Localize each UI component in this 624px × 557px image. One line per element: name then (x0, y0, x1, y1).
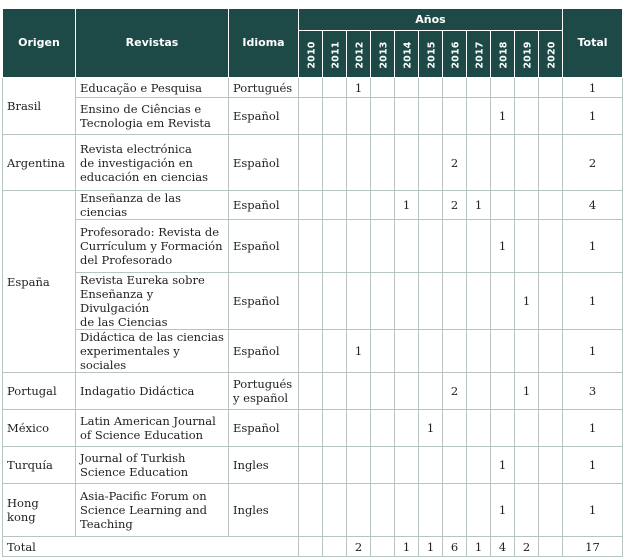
journal-name: of Science Education (80, 428, 204, 442)
year-count-cell (515, 191, 539, 220)
year-count-cell (395, 220, 419, 273)
year-count-cell (491, 330, 515, 373)
language-cell (229, 373, 299, 410)
language-cell (229, 330, 299, 373)
header-year (347, 31, 371, 78)
journal-cell (76, 135, 229, 191)
row-total-cell: 1 (563, 447, 623, 484)
header-year (467, 31, 491, 78)
year-count-cell (467, 135, 491, 191)
row-total-cell: 1 (563, 484, 623, 537)
header-years-group: Años (299, 9, 563, 31)
year-count-cell (299, 78, 323, 98)
table-row (3, 373, 623, 410)
journal-name: experimentales y sociales (80, 344, 180, 372)
year-count-cell (539, 135, 563, 191)
journal-name: Latin American Journal (80, 414, 216, 428)
year-count-cell (347, 191, 371, 220)
journal-name: Profesorado: Revista de (80, 225, 220, 239)
language-name: Ingles (233, 458, 269, 472)
header-journals: Revistas (76, 9, 229, 78)
row-total-cell: 2 (563, 135, 623, 191)
table-row (3, 484, 623, 537)
year-count-cell (539, 330, 563, 373)
year-total-cell (539, 537, 563, 557)
language-cell (229, 484, 299, 537)
year-count-cell (347, 220, 371, 273)
table-body (3, 78, 623, 557)
origin-cell (3, 373, 76, 410)
year-count-cell (515, 98, 539, 135)
journals-by-year-table (2, 8, 623, 557)
grand-total-cell: 17 (563, 537, 623, 557)
table-row (3, 135, 623, 191)
year-count-cell (299, 273, 323, 330)
table-header (3, 9, 623, 78)
language-cell (229, 135, 299, 191)
year-total-cell: 1 (467, 537, 491, 557)
year-count-cell (443, 410, 467, 447)
table-row (3, 191, 623, 220)
year-count-cell (323, 135, 347, 191)
journal-name: Science Learning and (80, 503, 208, 517)
year-count-cell (395, 410, 419, 447)
journal-name: Didáctica de las ciencias (80, 330, 224, 344)
year-count-cell: 1 (515, 273, 539, 330)
year-count-cell (323, 373, 347, 410)
origin-label: México (7, 421, 50, 435)
year-total-cell: 1 (419, 537, 443, 557)
row-total-cell: 1 (563, 330, 623, 373)
year-count-cell (467, 484, 491, 537)
year-count-cell (323, 484, 347, 537)
year-count-cell (419, 484, 443, 537)
header-year (395, 31, 419, 78)
totals-row (3, 537, 623, 557)
language-name: Español (233, 344, 280, 358)
year-count-cell: 2 (443, 373, 467, 410)
year-total-cell: 1 (395, 537, 419, 557)
journal-name: Indagatio Didáctica (80, 384, 195, 398)
header-year (443, 31, 467, 78)
year-total-cell: 6 (443, 537, 467, 557)
journal-cell (76, 191, 229, 220)
year-count-cell (299, 330, 323, 373)
year-count-cell (419, 78, 443, 98)
journal-name: Teaching (80, 517, 133, 531)
year-count-cell (419, 220, 443, 273)
year-count-cell (467, 220, 491, 273)
table-row (3, 220, 623, 273)
language-name: Español (233, 421, 280, 435)
journal-name: Currículum y Formación (80, 239, 223, 253)
table-row (3, 98, 623, 135)
year-count-cell: 1 (467, 191, 491, 220)
row-total-cell: 1 (563, 273, 623, 330)
year-count-cell: 1 (347, 330, 371, 373)
header-year-label: 2014 (402, 40, 414, 69)
journal-cell (76, 373, 229, 410)
year-total-cell (323, 537, 347, 557)
year-count-cell (419, 447, 443, 484)
journal-cell (76, 447, 229, 484)
journal-name: Tecnologia em Revista (80, 116, 211, 130)
year-count-cell (299, 220, 323, 273)
header-year (299, 31, 323, 78)
year-count-cell (371, 191, 395, 220)
language-cell (229, 273, 299, 330)
header-total: Total (563, 9, 623, 78)
year-count-cell (299, 447, 323, 484)
header-year-label: 2015 (426, 40, 438, 69)
journal-cell (76, 220, 229, 273)
year-count-cell (467, 330, 491, 373)
origin-label: España (7, 274, 50, 289)
header-year (491, 31, 515, 78)
year-count-cell (539, 98, 563, 135)
row-total-cell: 4 (563, 191, 623, 220)
year-count-cell (491, 78, 515, 98)
year-count-cell (539, 191, 563, 220)
language-cell (229, 191, 299, 220)
language-name: Español (233, 155, 280, 170)
year-count-cell (371, 447, 395, 484)
year-count-cell (467, 447, 491, 484)
year-count-cell (347, 484, 371, 537)
origin-cell (3, 484, 76, 537)
year-count-cell (347, 98, 371, 135)
year-count-cell (347, 410, 371, 447)
origin-cell (3, 447, 76, 484)
header-origin: Origen (3, 9, 76, 78)
header-language: Idioma (229, 9, 299, 78)
year-count-cell (395, 98, 419, 135)
origin-cell (3, 78, 76, 135)
year-count-cell (515, 447, 539, 484)
header-year (419, 31, 443, 78)
header-year-label: 2020 (546, 40, 558, 69)
language-cell (229, 447, 299, 484)
journal-cell (76, 410, 229, 447)
year-count-cell (323, 273, 347, 330)
header-year-label: 2011 (330, 40, 342, 69)
year-count-cell (347, 373, 371, 410)
language-cell (229, 78, 299, 98)
year-count-cell (467, 410, 491, 447)
year-count-cell (395, 484, 419, 537)
year-count-cell (419, 273, 443, 330)
year-count-cell (395, 373, 419, 410)
row-total-cell: 1 (563, 410, 623, 447)
year-count-cell (491, 135, 515, 191)
year-count-cell (395, 273, 419, 330)
journal-cell (76, 78, 229, 98)
year-count-cell (299, 410, 323, 447)
year-total-cell: 2 (347, 537, 371, 557)
year-count-cell (443, 220, 467, 273)
year-count-cell: 1 (491, 220, 515, 273)
origin-label: Turquía (7, 458, 53, 472)
language-cell (229, 410, 299, 447)
journal-name: Educação e Pesquisa (80, 80, 202, 95)
header-year-label: 2016 (450, 40, 462, 69)
year-count-cell (491, 373, 515, 410)
year-count-cell: 1 (419, 410, 443, 447)
origin-cell (3, 135, 76, 191)
row-total-cell: 3 (563, 373, 623, 410)
journal-name: Revista Eureka sobre (80, 273, 205, 287)
year-count-cell: 1 (347, 78, 371, 98)
year-count-cell (299, 373, 323, 410)
header-year (371, 31, 395, 78)
journal-name: Ensino de Ciências e (80, 102, 202, 116)
year-count-cell (443, 330, 467, 373)
year-count-cell: 2 (443, 135, 467, 191)
year-count-cell (323, 447, 347, 484)
year-count-cell (395, 135, 419, 191)
year-count-cell (515, 330, 539, 373)
journal-cell (76, 98, 229, 135)
origin-cell (3, 410, 76, 447)
language-name: Español (233, 239, 280, 253)
year-count-cell (515, 220, 539, 273)
year-count-cell (299, 98, 323, 135)
year-count-cell (371, 135, 395, 191)
language-name: Español (233, 109, 280, 123)
journal-name: de investigación en (80, 155, 193, 170)
journal-cell (76, 273, 229, 330)
year-count-cell (371, 330, 395, 373)
language-name: Español (233, 294, 280, 308)
language-cell (229, 220, 299, 273)
year-count-cell (443, 98, 467, 135)
journal-name: del Profesorado (80, 253, 173, 267)
year-count-cell (467, 98, 491, 135)
year-count-cell (539, 484, 563, 537)
header-year-label: 2012 (354, 40, 366, 69)
journal-name: Asia-Pacific Forum on (80, 489, 207, 503)
row-total-cell: 1 (563, 98, 623, 135)
year-count-cell (323, 78, 347, 98)
year-count-cell (419, 373, 443, 410)
journal-name: Journal of Turkish (80, 451, 186, 465)
year-count-cell (347, 135, 371, 191)
year-count-cell (371, 373, 395, 410)
language-name: Ingles (233, 503, 269, 517)
origin-label: Hong kong (7, 496, 39, 524)
header-year-label: 2018 (498, 40, 510, 69)
header-year (539, 31, 563, 78)
year-count-cell (539, 78, 563, 98)
year-count-cell (491, 273, 515, 330)
year-count-cell (371, 410, 395, 447)
year-count-cell (491, 191, 515, 220)
table-row (3, 330, 623, 373)
language-name: y español (233, 391, 289, 405)
year-count-cell (323, 220, 347, 273)
year-total-cell (299, 537, 323, 557)
year-count-cell (299, 135, 323, 191)
year-count-cell (395, 78, 419, 98)
origin-label: Argentina (7, 155, 65, 170)
totals-label: Total (3, 537, 299, 557)
year-count-cell: 1 (395, 191, 419, 220)
year-count-cell (467, 373, 491, 410)
origin-label: Brasil (7, 99, 42, 113)
year-total-cell: 2 (515, 537, 539, 557)
language-cell (229, 98, 299, 135)
table-row (3, 78, 623, 98)
year-count-cell (539, 273, 563, 330)
year-count-cell (539, 220, 563, 273)
year-count-cell: 1 (491, 98, 515, 135)
year-count-cell (443, 273, 467, 330)
table-row (3, 273, 623, 330)
language-name: Portugués (233, 377, 293, 391)
year-count-cell (419, 191, 443, 220)
year-count-cell (467, 273, 491, 330)
journal-name: Enseñanza de las ciencias (80, 191, 182, 219)
year-count-cell (299, 484, 323, 537)
year-count-cell (371, 220, 395, 273)
header-year-label: 2019 (522, 40, 534, 69)
row-total-cell: 1 (563, 220, 623, 273)
origin-label: Portugal (7, 384, 57, 398)
year-count-cell: 1 (491, 447, 515, 484)
journal-name: Enseñanza y Divulgación (80, 287, 154, 315)
year-count-cell (539, 410, 563, 447)
year-count-cell (347, 447, 371, 484)
year-count-cell (539, 373, 563, 410)
year-count-cell (371, 273, 395, 330)
year-total-cell (371, 537, 395, 557)
year-count-cell: 1 (515, 373, 539, 410)
year-count-cell (347, 273, 371, 330)
year-count-cell (323, 191, 347, 220)
year-count-cell (443, 447, 467, 484)
year-count-cell (299, 191, 323, 220)
year-count-cell (419, 330, 443, 373)
year-count-cell (371, 78, 395, 98)
year-count-cell (419, 135, 443, 191)
table-row (3, 447, 623, 484)
year-count-cell (491, 410, 515, 447)
year-count-cell (323, 98, 347, 135)
year-count-cell (539, 447, 563, 484)
journal-name: de las Ciencias (80, 315, 168, 329)
year-count-cell (515, 78, 539, 98)
year-total-cell: 4 (491, 537, 515, 557)
year-count-cell: 2 (443, 191, 467, 220)
journal-name: educación en ciencias (80, 169, 209, 184)
table-row (3, 410, 623, 447)
year-count-cell (443, 78, 467, 98)
year-count-cell (371, 484, 395, 537)
year-count-cell (395, 447, 419, 484)
year-count-cell (395, 330, 419, 373)
origin-cell (3, 191, 76, 373)
year-count-cell (515, 484, 539, 537)
language-name: Español (233, 198, 280, 212)
year-count-cell (515, 410, 539, 447)
year-count-cell (323, 410, 347, 447)
header-year (515, 31, 539, 78)
language-name: Portugués (233, 80, 293, 95)
journal-name: Science Education (80, 465, 189, 479)
year-count-cell (323, 330, 347, 373)
year-count-cell (443, 484, 467, 537)
year-count-cell (467, 78, 491, 98)
header-year (323, 31, 347, 78)
journal-cell (76, 330, 229, 373)
journal-cell (76, 484, 229, 537)
header-year-label: 2013 (378, 40, 390, 69)
year-count-cell (419, 98, 443, 135)
year-count-cell (515, 135, 539, 191)
year-count-cell: 1 (491, 484, 515, 537)
header-year-label: 2010 (306, 40, 318, 69)
header-year-label: 2017 (474, 40, 486, 69)
row-total-cell: 1 (563, 78, 623, 98)
year-count-cell (371, 98, 395, 135)
journal-name: Revista electrónica (80, 141, 192, 156)
